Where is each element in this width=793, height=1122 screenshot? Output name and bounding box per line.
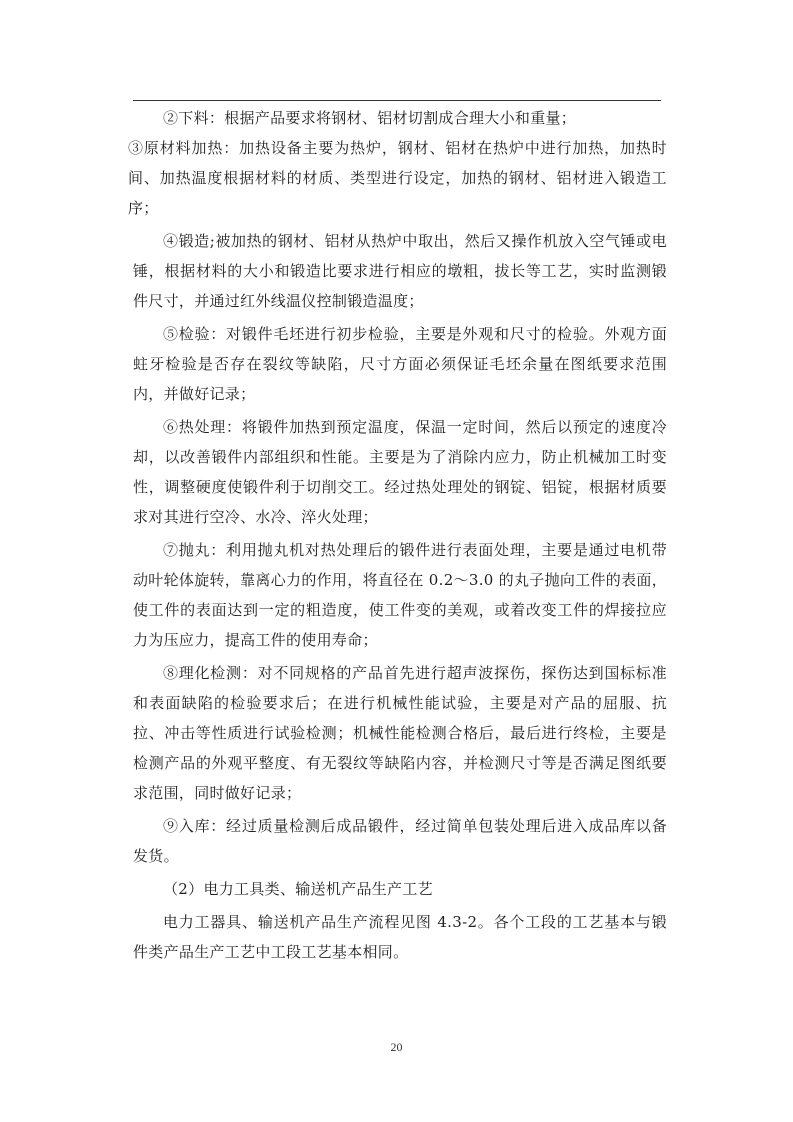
paragraph-forging: ④锻造;被加热的钢材、铝材从热炉中取出，然后又操作机放入空气锤或电锤，根据材料的大小和锻造比要求进行相应的墩粗，拔长等工艺，实时监测锻件尺寸，并通过红外线温仪控制锻造温度； [133,232,667,310]
paragraph-inspection: ⑤检验：对锻件毛坯进行初步检验，主要是外观和尺寸的检验。外观方面蛀牙检验是否存在裂纹等缺陷，尺寸方面必须保证毛坯余量在图纸要求范围内，并做好记录； [133,325,667,403]
paragraph-shot-blasting: ⑦抛丸：利用抛丸机对热处理后的锻件进行表面处理，主要是通过电机带动叶轮体旋转，靠离心力的作用，将直径在 0.2～3.0 的丸子抛向工件的表面，使工件的表面达到一定的粗造度，使工件变的美观，或着改变工件的焊接拉应力为压应力，提高工件的使用寿命； [133,541,667,649]
paragraph-power-tools-process: 电力工器具、输送机产品生产流程见图 4.3-2。各个工段的工艺基本与锻件类产品生产工艺中工段工艺基本相同。 [133,913,667,961]
paragraph-cutting: ②下料：根据产品要求将钢材、铝材切割成合理大小和重量； [163,109,577,127]
section-heading-power-tools: （2）电力工具类、输送机产品生产工艺 [163,880,433,898]
paragraph-heating: ③原材料加热：加热设备主要为热炉，钢材、铝材在热炉中进行加热，加热时间、加热温度根据材料的材质、类型进行设定，加热的钢材、铝材进入锻造工序； [128,139,667,217]
paragraph-warehousing: ⑨入库：经过质量检测后成品锻件，经过简单包装处理后进入成品库以备发货。 [133,817,667,865]
document-body [128,103,667,967]
paragraph-physical-chemical-testing: ⑧理化检测：对不同规格的产品首先进行超声波探伤，探伤达到国标标准和表面缺陷的检验要求后；在进行机械性能试验，主要是对产品的屈服、抗拉、冲击等性质进行试验检测；机械性能检测合格后，最后进行终检，主要是检测产品的外观平整度、有无裂纹等缺陷内容，并检测尺寸等是否满足图纸要求范围，同时做好记录； [133,664,667,802]
header-rule [133,100,661,101]
page-number: 20 [390,1040,403,1054]
paragraph-heat-treatment: ⑥热处理：将锻件加热到预定温度，保温一定时间，然后以预定的速度冷却，以改善锻件内部组织和性能。主要是为了消除内应力，防止机械加工时变性，调整硬度使锻件利于切削交工。经过热处理处的钢锭、铝锭，根据材质要求对其进行空冷、水冷、淬火处理； [133,418,667,526]
